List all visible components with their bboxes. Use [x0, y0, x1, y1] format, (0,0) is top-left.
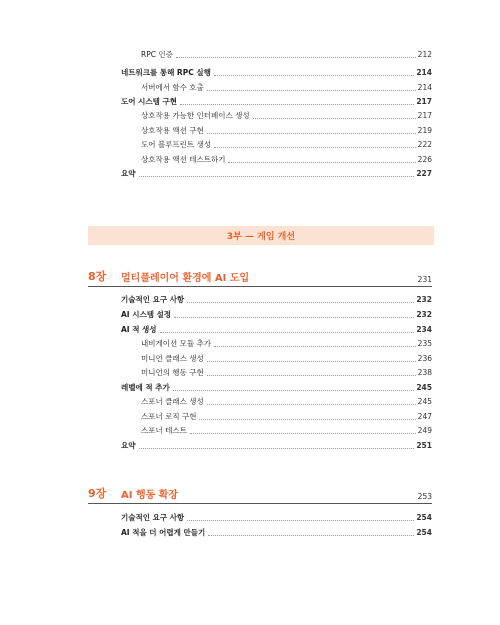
toc-entry[interactable] — [121, 310, 432, 320]
toc-entry-page: 234 — [416, 325, 432, 334]
toc-entry-page: 249 — [417, 426, 432, 435]
toc-entry-title: 레벨에 적 추가 — [121, 383, 170, 392]
toc-entry-page: 245 — [416, 383, 432, 392]
toc-entry-title: AI 적을 더 어렵게 만들기 — [121, 528, 206, 537]
toc-entry-title: 상호작용 가능한 인터페이스 생성 — [141, 111, 250, 120]
toc-entry-title: 기술적인 요구 사항 — [121, 513, 185, 522]
dot-leader — [160, 332, 415, 333]
toc-entry-title: 서버에서 함수 호출 — [141, 83, 204, 92]
dot-leader — [207, 133, 416, 134]
toc-entry-title: 네트워크를 통해 RPC 실행 — [121, 68, 211, 77]
toc-entry-title: 요약 — [121, 169, 136, 178]
toc-entry-title: AI 시스템 설정 — [121, 310, 172, 319]
toc-entry-page: 217 — [417, 111, 432, 120]
toc-entry[interactable] — [121, 528, 432, 538]
toc-entry-title: 기술적인 요구 사항 — [121, 295, 185, 304]
toc-entry-page: 227 — [416, 169, 432, 178]
dot-leader — [176, 57, 416, 58]
dot-leader — [180, 104, 414, 105]
toc-entry-title: 스포너 테스트 — [141, 426, 187, 435]
toc-entry-page: 219 — [417, 126, 432, 135]
toc-entry[interactable] — [141, 426, 432, 436]
chapter-title: AI 행동 확장 — [121, 490, 179, 501]
toc-entry-title: 미니언의 행동 구현 — [141, 368, 204, 377]
toc-entry[interactable] — [141, 354, 432, 364]
toc-entry-title: AI 적 생성 — [121, 325, 157, 334]
chapter-page: 253 — [417, 492, 432, 501]
chapter-page: 231 — [417, 275, 432, 284]
dot-leader — [174, 317, 414, 318]
toc-entry[interactable] — [121, 68, 432, 78]
toc-entry-page: 232 — [416, 310, 432, 319]
toc-entry-page: 217 — [416, 97, 432, 106]
toc-entry-title: 내비게이션 모듈 추가 — [141, 339, 211, 348]
toc-entry-page: 232 — [416, 295, 432, 304]
dot-leader — [199, 419, 415, 420]
toc-entry-page: 214 — [417, 83, 432, 92]
toc-entry[interactable] — [141, 397, 432, 407]
toc-entry-page: 247 — [417, 412, 432, 421]
dot-leader — [139, 448, 415, 449]
dot-leader — [187, 302, 414, 303]
toc-entry-title: 요약 — [121, 441, 136, 450]
chapter-heading[interactable] — [88, 487, 432, 504]
toc-entry-page: 226 — [417, 155, 432, 164]
toc-entry-page: 254 — [416, 528, 432, 537]
dot-leader — [173, 390, 415, 391]
toc-entry-page: 222 — [417, 140, 432, 149]
toc-entry-page: 235 — [417, 339, 432, 348]
toc-entry[interactable] — [141, 368, 432, 378]
dot-leader — [214, 346, 416, 347]
chapter-heading[interactable] — [88, 270, 432, 287]
part-title: 3부 — 게임 개선 — [226, 232, 296, 242]
toc-entry[interactable] — [141, 412, 432, 422]
part-banner — [88, 226, 434, 245]
chapter-number: 9장 — [88, 487, 107, 500]
dot-leader — [207, 361, 416, 362]
toc-entry[interactable] — [121, 97, 432, 107]
dot-leader — [214, 147, 416, 148]
toc-entry[interactable] — [121, 169, 432, 179]
toc-entry-title: 상호작용 액션 테스트하기 — [141, 155, 226, 164]
toc-entry-page: 214 — [416, 68, 432, 77]
dot-leader — [253, 118, 416, 119]
toc-entry-page: 254 — [416, 513, 432, 522]
toc-entry-title: RPC 인증 — [141, 50, 173, 59]
dot-leader — [187, 520, 414, 521]
dot-leader — [228, 162, 415, 163]
toc-entry[interactable] — [121, 325, 432, 335]
dot-leader — [190, 433, 416, 434]
toc-entry-page: 251 — [416, 441, 432, 450]
toc-entry[interactable] — [141, 111, 432, 121]
toc-entry-title: 미니언 클래스 생성 — [141, 354, 204, 363]
toc-entry[interactable] — [121, 383, 432, 393]
chapter-number: 8장 — [88, 270, 107, 283]
toc-entry-title: 도어 블루프린트 생성 — [141, 140, 211, 149]
toc-entry[interactable] — [121, 513, 432, 523]
dot-leader — [207, 90, 416, 91]
toc-entry[interactable] — [141, 140, 432, 150]
toc-entry-title: 도어 시스템 구현 — [121, 97, 177, 106]
toc-entry-page: 236 — [417, 354, 432, 363]
toc-entry-title: 스포너 로직 구현 — [141, 412, 197, 421]
dot-leader — [208, 535, 414, 536]
toc-entry[interactable] — [121, 441, 432, 451]
dot-leader — [207, 375, 416, 376]
dot-leader — [214, 75, 415, 76]
toc-entry[interactable] — [141, 155, 432, 165]
toc-entry-title: 스포너 클래스 생성 — [141, 397, 204, 406]
dot-leader — [207, 404, 416, 405]
toc-entry[interactable] — [121, 295, 432, 305]
toc-entry[interactable] — [141, 50, 432, 60]
chapter-title: 멀티플레이어 환경에 AI 도입 — [121, 273, 250, 284]
toc-entry-page: 212 — [417, 50, 432, 59]
dot-leader — [139, 176, 415, 177]
toc-entry-page: 238 — [417, 368, 432, 377]
toc-entry-title: 상호작용 액션 구현 — [141, 126, 204, 135]
toc-entry[interactable] — [141, 339, 432, 349]
toc-entry-page: 245 — [417, 397, 432, 406]
toc-entry[interactable] — [141, 126, 432, 136]
toc-entry[interactable] — [141, 83, 432, 93]
